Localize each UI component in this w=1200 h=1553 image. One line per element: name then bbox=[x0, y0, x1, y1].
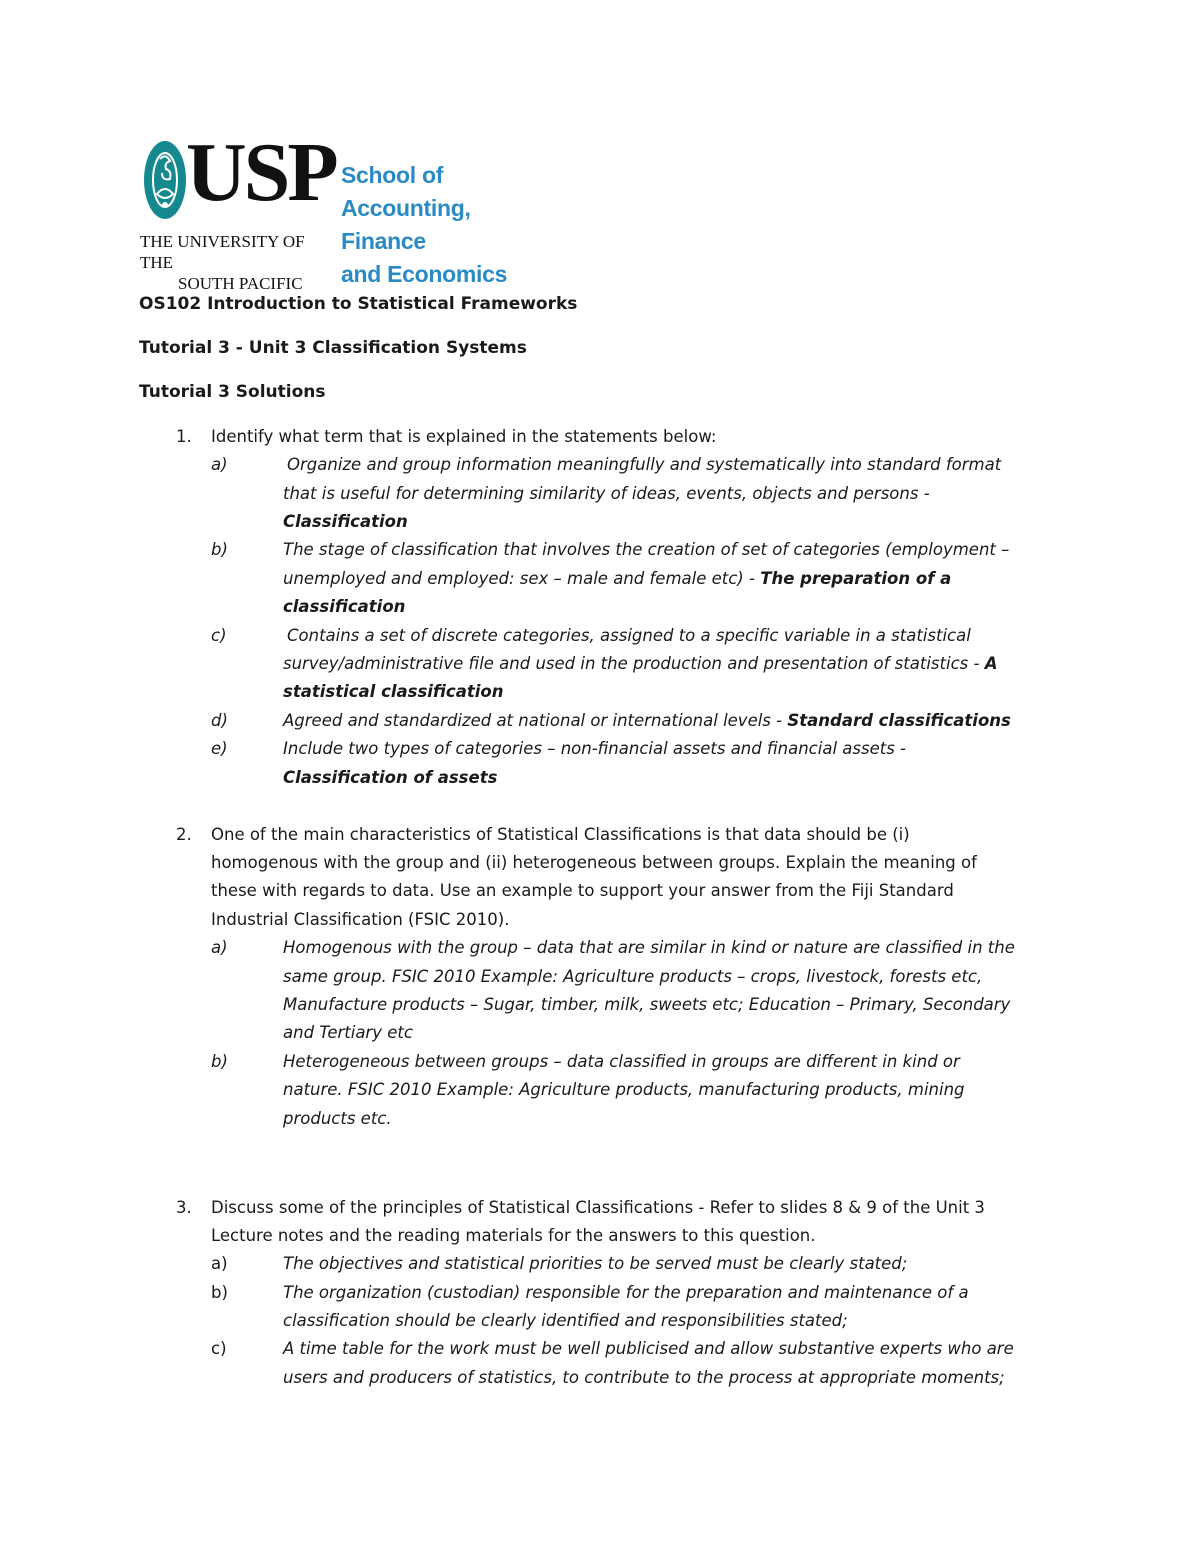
question-number: 3. bbox=[176, 1198, 192, 1217]
tutorial-title: Tutorial 3 - Unit 3 Classification Systems bbox=[139, 338, 527, 358]
item-text: The organization (custodian) responsible for the preparation and maintenance of a bbox=[283, 1283, 969, 1302]
answer-text: Classification of assets bbox=[283, 768, 498, 787]
usp-logo bbox=[140, 126, 560, 293]
university-name-line2: SOUTH PACIFIC bbox=[178, 274, 303, 293]
question-text: homogenous with the group and (ii) heterogeneous between groups. Explain the meaning of bbox=[211, 853, 977, 872]
question-number: 1. bbox=[176, 427, 192, 446]
item-text: nature. FSIC 2010 Example: Agriculture products, manufacturing products, mining bbox=[283, 1080, 965, 1099]
course-title: OS102 Introduction to Statistical Frameworks bbox=[139, 294, 578, 314]
item-text: classification should be clearly identified and responsibilities stated; bbox=[283, 1311, 848, 1330]
school-name-line1: School of bbox=[341, 162, 444, 188]
item-text: The objectives and statistical priorities to be served must be clearly stated; bbox=[283, 1254, 908, 1273]
item-text: Manufacture products – Sugar, timber, milk, sweets etc; Education – Primary, Secondary bbox=[283, 995, 1011, 1014]
university-name bbox=[140, 231, 320, 294]
item-marker: a) bbox=[211, 938, 228, 957]
item-text: survey/administrative file and used in the production and presentation of statistics - bbox=[283, 654, 980, 673]
item-text: users and producers of statistics, to contribute to the process at appropriate moments; bbox=[283, 1368, 1005, 1387]
question-text: Identify what term that is explained in the statements below: bbox=[211, 427, 717, 446]
item-text: Heterogeneous between groups – data classified in groups are different in kind or bbox=[283, 1052, 960, 1071]
item-text: Agreed and standardized at national or international levels - bbox=[283, 711, 783, 730]
item-text: Contains a set of discrete categories, assigned to a specific variable in a statistical bbox=[287, 626, 971, 645]
answer-text: statistical classification bbox=[283, 682, 504, 701]
usp-crest-icon bbox=[142, 139, 188, 221]
item-text: Organize and group information meaningfully and systematically into standard format bbox=[287, 455, 1002, 474]
item-text: unemployed and employed: sex – male and female etc) - bbox=[283, 569, 755, 588]
item-text-with-answer bbox=[283, 569, 951, 589]
question-text: these with regards to data. Use an example to support your answer from the Fiji Standard bbox=[211, 881, 954, 900]
item-text: and Tertiary etc bbox=[283, 1023, 413, 1042]
answer-text: Standard classifications bbox=[787, 711, 1011, 730]
item-marker: a) bbox=[211, 455, 228, 474]
item-marker: e) bbox=[211, 739, 228, 758]
item-text-with-answer bbox=[283, 711, 1011, 731]
item-marker: a) bbox=[211, 1254, 228, 1273]
item-marker: c) bbox=[211, 626, 227, 645]
item-text: Include two types of categories – non-financial assets and financial assets - bbox=[283, 739, 906, 758]
item-marker: b) bbox=[211, 1283, 228, 1302]
solutions-title: Tutorial 3 Solutions bbox=[139, 382, 326, 402]
item-text-with-answer bbox=[283, 654, 997, 674]
item-marker: c) bbox=[211, 1339, 227, 1358]
answer-text: The preparation of a bbox=[760, 569, 952, 588]
school-name-line2: Accounting, Finance bbox=[341, 195, 471, 254]
item-marker: b) bbox=[211, 1052, 228, 1071]
question-text: Discuss some of the principles of Statistical Classifications - Refer to slides 8 & 9 of the Unit 3 bbox=[211, 1198, 985, 1217]
university-name-line1: THE UNIVERSITY OF THE bbox=[140, 232, 305, 272]
item-text: same group. FSIC 2010 Example: Agriculture products – crops, livestock, forests etc, bbox=[283, 967, 983, 986]
answer-text: classification bbox=[283, 597, 406, 616]
answer-text: A bbox=[984, 654, 998, 673]
item-text: A time table for the work must be well publicised and allow substantive experts who are bbox=[283, 1339, 1014, 1358]
item-marker: d) bbox=[211, 711, 228, 730]
question-text: Lecture notes and the reading materials for the answers to this question. bbox=[211, 1226, 816, 1245]
item-text: products etc. bbox=[283, 1109, 392, 1128]
question-text: One of the main characteristics of Statistical Classifications is that data should be (i) bbox=[211, 825, 910, 844]
answer-text: Classification bbox=[283, 512, 408, 531]
school-name-line3: and Economics bbox=[341, 261, 508, 287]
school-name bbox=[341, 159, 560, 291]
question-text: Industrial Classification (FSIC 2010). bbox=[211, 910, 510, 929]
item-text: The stage of classification that involves the creation of set of categories (employment – bbox=[283, 540, 1010, 559]
question-number: 2. bbox=[176, 825, 192, 844]
item-text: Homogenous with the group – data that are similar in kind or nature are classified in the bbox=[283, 938, 1015, 957]
item-marker: b) bbox=[211, 540, 228, 559]
usp-wordmark: USP bbox=[186, 126, 336, 219]
item-text: that is useful for determining similarity of ideas, events, objects and persons - bbox=[283, 484, 930, 503]
